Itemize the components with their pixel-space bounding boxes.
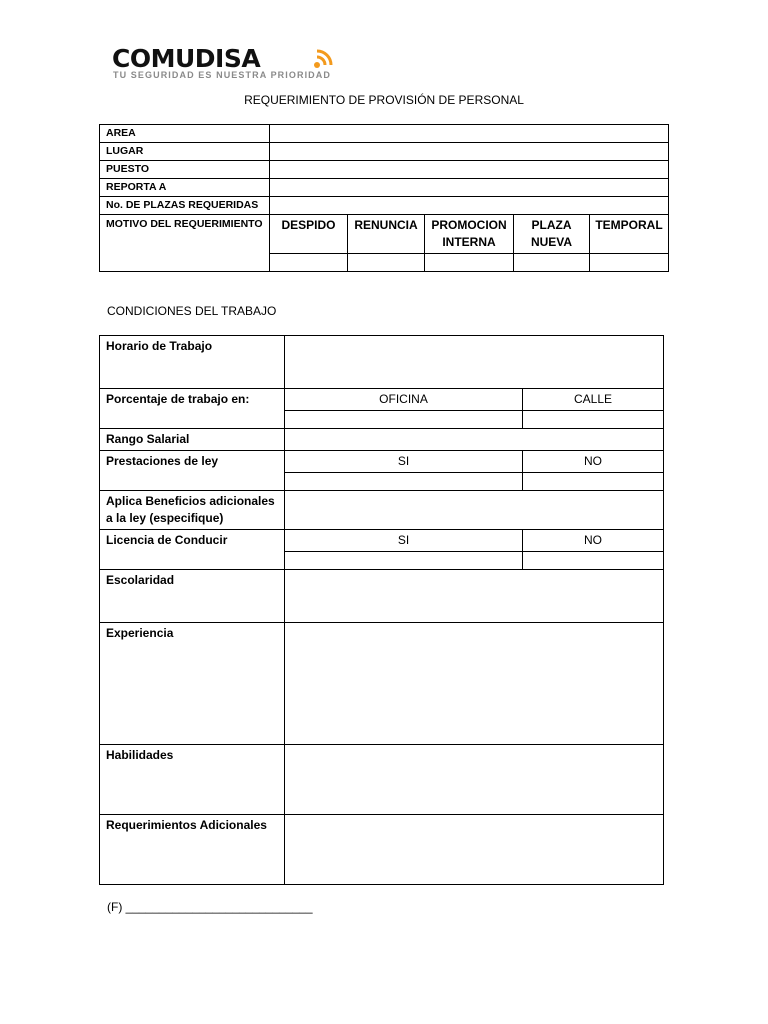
habilidades-label: Habilidades: [100, 745, 285, 815]
licencia-si-field[interactable]: [285, 552, 523, 570]
option-temporal: TEMPORAL: [590, 215, 669, 254]
oficina-option: OFICINA: [285, 389, 523, 411]
renuncia-checkbox[interactable]: [348, 254, 425, 272]
area-label: AREA: [100, 125, 270, 143]
prestaciones-si-option: SI: [285, 451, 523, 473]
company-logo: [112, 46, 342, 82]
option-plaza-nueva: PLAZA NUEVA: [514, 215, 590, 254]
licencia-label: Licencia de Conducir: [100, 530, 285, 570]
horario-label: Horario de Trabajo: [100, 336, 285, 389]
puesto-label: PUESTO: [100, 161, 270, 179]
motivo-label: MOTIVO DEL REQUERIMIENTO: [100, 215, 270, 272]
porcentaje-label: Porcentaje de trabajo en:: [100, 389, 285, 429]
licencia-no-field[interactable]: [523, 552, 664, 570]
prestaciones-si-field[interactable]: [285, 473, 523, 491]
puesto-field[interactable]: [270, 161, 669, 179]
plazas-label: No. DE PLAZAS REQUERIDAS: [100, 197, 270, 215]
plaza-nueva-checkbox[interactable]: [514, 254, 590, 272]
logo-tagline: TU SEGURIDAD ES NUESTRA PRIORIDAD: [113, 70, 331, 80]
reporta-field[interactable]: [270, 179, 669, 197]
calle-option: CALLE: [523, 389, 664, 411]
conditions-table: [99, 335, 664, 885]
option-despido: DESPIDO: [270, 215, 348, 254]
experiencia-label: Experiencia: [100, 623, 285, 745]
lugar-field[interactable]: [270, 143, 669, 161]
signal-icon: [312, 48, 340, 70]
plazas-field[interactable]: [270, 197, 669, 215]
oficina-field[interactable]: [285, 411, 523, 429]
prestaciones-no-option: NO: [523, 451, 664, 473]
signature-line[interactable]: (F) ____________________________: [107, 900, 313, 914]
requerimientos-field[interactable]: [285, 815, 664, 885]
promocion-interna-checkbox[interactable]: [425, 254, 514, 272]
option-promocion-interna: PROMOCION INTERNA: [425, 215, 514, 254]
section-title-conditions: CONDICIONES DEL TRABAJO: [107, 304, 277, 318]
reporta-label: REPORTA A: [100, 179, 270, 197]
despido-checkbox[interactable]: [270, 254, 348, 272]
area-field[interactable]: [270, 125, 669, 143]
calle-field[interactable]: [523, 411, 664, 429]
escolaridad-label: Escolaridad: [100, 570, 285, 623]
prestaciones-no-field[interactable]: [523, 473, 664, 491]
licencia-si-option: SI: [285, 530, 523, 552]
beneficios-field[interactable]: [285, 491, 664, 530]
document-title: REQUERIMIENTO DE PROVISIÓN DE PERSONAL: [244, 93, 524, 107]
habilidades-field[interactable]: [285, 745, 664, 815]
licencia-no-option: NO: [523, 530, 664, 552]
beneficios-label: Aplica Beneficios adicionales a la ley (especifique): [100, 491, 285, 530]
lugar-label: LUGAR: [100, 143, 270, 161]
logo-wordmark: COMUDISA: [112, 44, 261, 73]
requerimientos-label: Requerimientos Adicionales: [100, 815, 285, 885]
option-renuncia: RENUNCIA: [348, 215, 425, 254]
rango-label: Rango Salarial: [100, 429, 285, 451]
escolaridad-field[interactable]: [285, 570, 664, 623]
prestaciones-label: Prestaciones de ley: [100, 451, 285, 491]
rango-field[interactable]: [285, 429, 664, 451]
request-header-table: [99, 124, 669, 272]
horario-field[interactable]: [285, 336, 664, 389]
temporal-checkbox[interactable]: [590, 254, 669, 272]
experiencia-field[interactable]: [285, 623, 664, 745]
